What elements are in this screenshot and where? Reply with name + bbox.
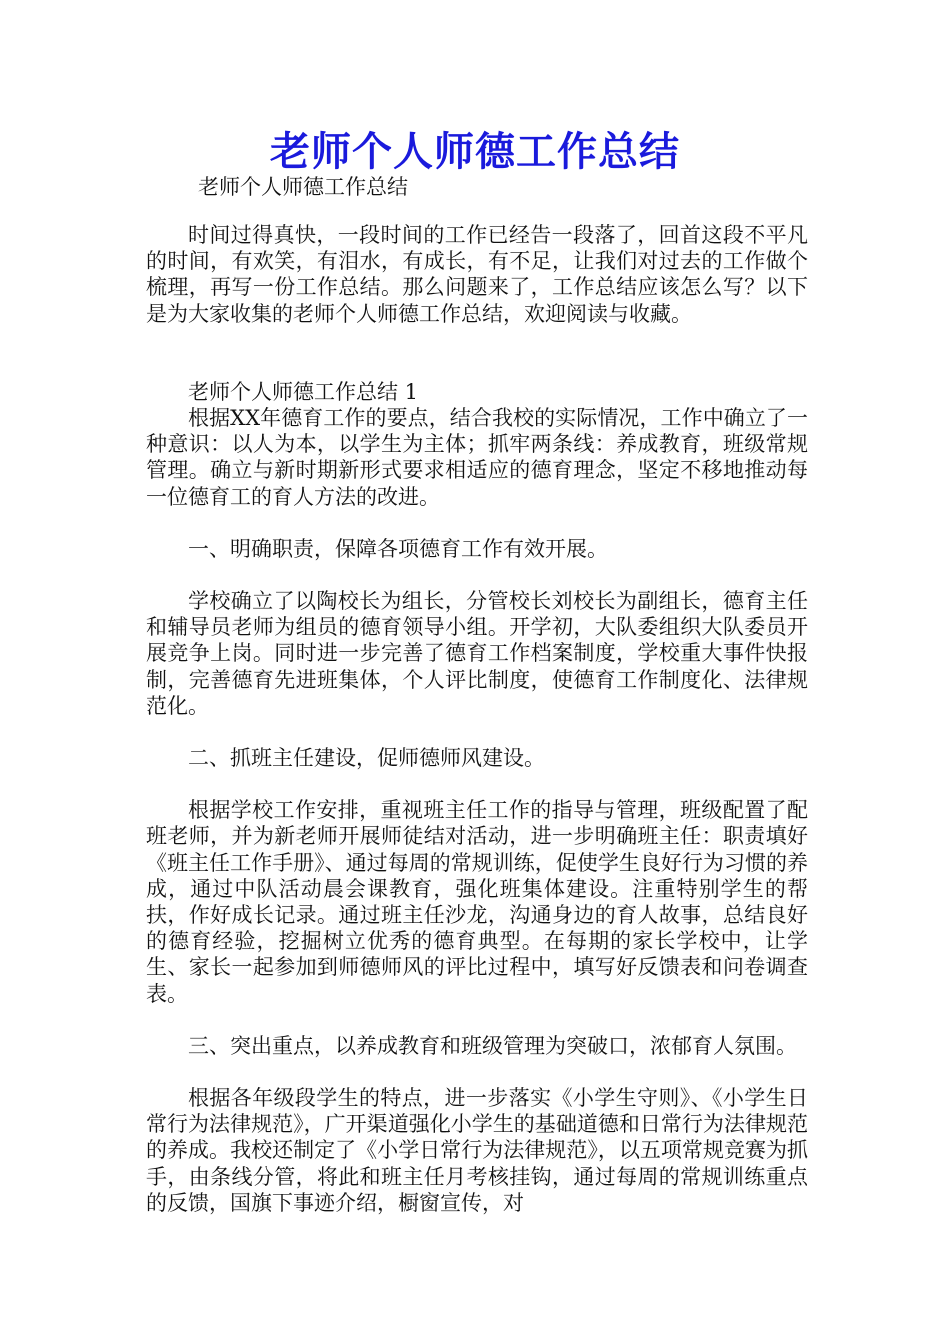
- intro-paragraph: 时间过得真快，一段时间的工作已经告一段落了，回首这段不平凡的时间，有欢笑，有泪水，有成长，有不足，让我们对过去的工作做个梳理，再写一份工作总结。那么问题来了，工作总结应该怎么写？以下是为大家收集的老师个人师德工作总结，欢迎阅读与收藏。: [146, 223, 808, 326]
- paragraph-2: 学校确立了以陶校长为组长，分管校长刘校长为副组长，德育主任和辅导员老师为组员的德育领导小组。开学初，大队委组织大队委员开展竞争上岗。同时进一步完善了德育工作档案制度，学校重大事件快报制，完善德育先进班集体，个人评比制度，使德育工作制度化、法律规范化。: [146, 589, 808, 718]
- paragraph-3: 根据学校工作安排，重视班主任工作的指导与管理，班级配置了配班老师，并为新老师开展师徒结对活动，进一步明确班主任：职责填好《班主任工作手册》、通过每周的常规训练，促使学生良好行为习惯的养成，通过中队活动晨会课教育，强化班集体建设。注重特别学生的帮扶，作好成长记录。通过班主任沙龙，沟通身边的育人故事，总结良好的德育经验，挖掘树立优秀的德育典型。在每期的家长学校中，让学生、家长一起参加到师德师风的评比过程中，填写好反馈表和问卷调查表。: [146, 798, 808, 1006]
- document-subtitle: 老师个人师德工作总结: [198, 175, 408, 199]
- heading-3: 三、突出重点，以养成教育和班级管理为突破口，浓郁育人氛围。: [188, 1033, 797, 1058]
- section-title: 老师个人师德工作总结 1: [188, 379, 419, 404]
- heading-1: 一、明确职责，保障各项德育工作有效开展。: [188, 536, 608, 561]
- paragraph-1: 根据XX年德育工作的要点，结合我校的实际情况，工作中确立了一种意识：以人为本，以学生为主体；抓牢两条线：养成教育，班级常规管理。确立与新时期新形式要求相适应的德育理念，坚定不移地推动每一位德育工的育人方法的改进。: [146, 406, 808, 509]
- document-body: [146, 222, 808, 1216]
- heading-2: 二、抓班主任建设，促师德师风建设。: [188, 746, 545, 771]
- paragraph-4: 根据各年级段学生的特点，进一步落实《小学生守则》、《小学生日常行为法律规范》，广开渠道强化小学生的基础道德和日常行为法律规范的养成。我校还制定了《小学日常行为法律规范》，以五项常规竞赛为抓手，由条线分管，将此和班主任月考核挂钩，通过每周的常规训练重点的反馈，国旗下事迹介绍，橱窗宣传，对: [146, 1086, 808, 1215]
- document-title: 老师个人师德工作总结: [270, 128, 680, 175]
